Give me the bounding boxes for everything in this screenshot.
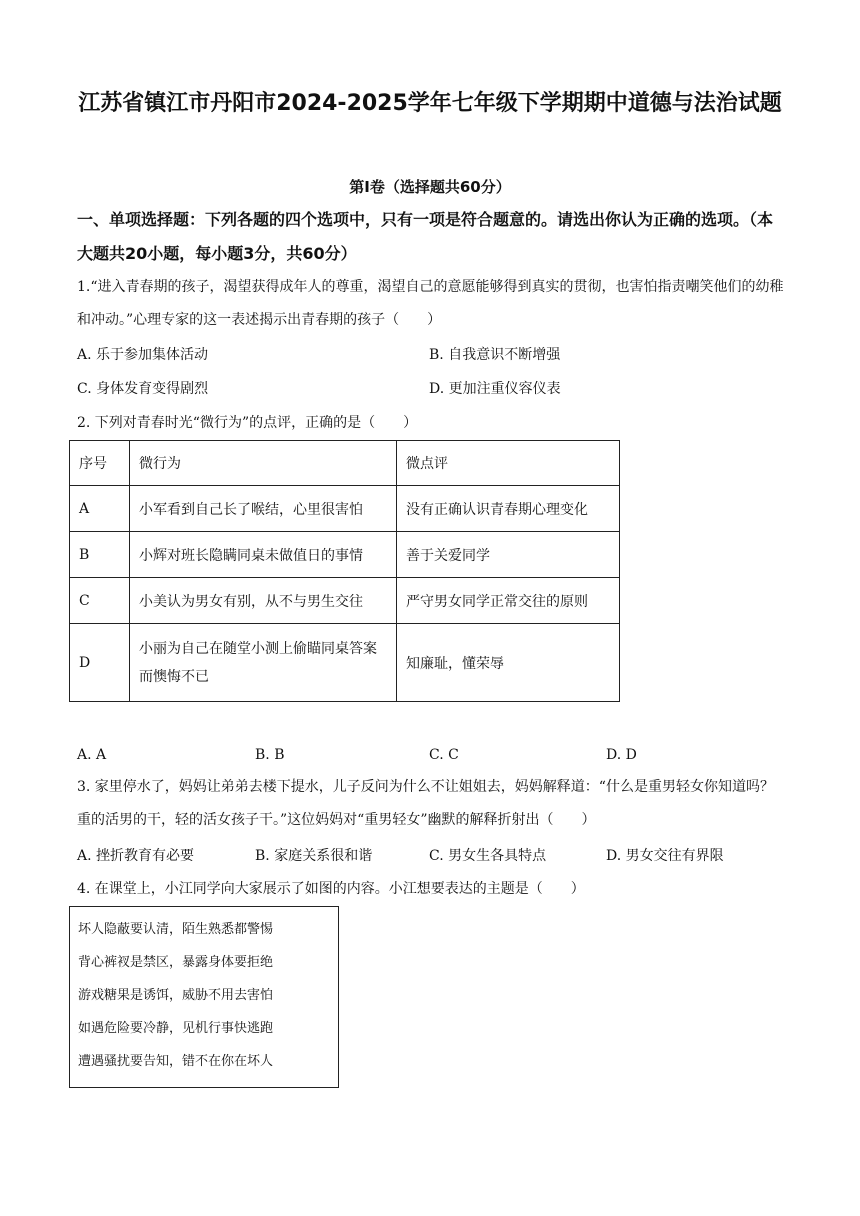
- poem-line: 游戏糖果是诱饵，威胁不用去害怕: [78, 988, 274, 1003]
- poem-box: [69, 906, 339, 1088]
- q3-option-a: A. 挫折教育有必要: [77, 848, 195, 864]
- q2-option-a: A. A: [77, 747, 107, 763]
- table-cell: A: [70, 486, 130, 532]
- q1-option-c: C. 身体发育变得剧烈: [77, 381, 209, 397]
- table-cell: D: [70, 624, 130, 702]
- table-header-cell: 序号: [70, 441, 130, 486]
- table-cell: 小辉对班长隐瞒同桌未做值日的事情: [130, 532, 397, 578]
- question-4-stem: 4. 在课堂上，小江同学向大家展示了如图的内容。小江想要表达的主题是（ ）: [77, 881, 585, 897]
- instructions: 一、单项选择题：下列各题的四个选项中，只有一项是符合题意的。请选出你认为正确的选项。（本大题共20小题，每小题3分，共60分）: [77, 210, 774, 263]
- page-title: 江苏省镇江市丹阳市2024-2025学年七年级下学期期中道德与法治试题: [78, 91, 782, 116]
- table-header-cell: 微点评: [397, 441, 620, 486]
- behavior-table: [69, 440, 620, 702]
- question-2-stem: 2. 下列对青春时光“微行为”的点评，正确的是（ ）: [77, 415, 418, 431]
- table-cell: 知廉耻，懂荣辱: [397, 624, 620, 702]
- table-cell: 小美认为男女有别，从不与男生交往: [130, 578, 397, 624]
- poem-line: 坏人隐蔽要认清，陌生熟悉都警惕: [78, 922, 274, 937]
- q3-option-b: B. 家庭关系很和谐: [255, 848, 373, 864]
- table-row: [70, 578, 620, 624]
- table-row: [70, 532, 620, 578]
- q3-option-d: D. 男女交往有界限: [606, 848, 724, 864]
- q2-option-d: D. D: [606, 747, 637, 763]
- q1-option-d: D. 更加注重仪容仪表: [429, 381, 561, 397]
- table-cell: 没有正确认识青春期心理变化: [397, 486, 620, 532]
- table-header-row: [70, 441, 620, 486]
- table-cell: 小丽为自己在随堂小测上偷瞄同桌答案而懊悔不已: [130, 624, 397, 702]
- poem-line: 背心裤衩是禁区，暴露身体要拒绝: [78, 955, 274, 970]
- table-cell: 善于关爱同学: [397, 532, 620, 578]
- question-3-stem: 3. 家里停水了，妈妈让弟弟去楼下提水，儿子反问为什么不让姐姐去，妈妈解释道：“什么是重男轻女你知道吗？重的活男的干，轻的活女孩子干。”这位妈妈对“重男轻女”幽默的解释折射出（ ）: [77, 779, 774, 828]
- table-cell: B: [70, 532, 130, 578]
- table-cell: C: [70, 578, 130, 624]
- table-cell: 严守男女同学正常交往的原则: [397, 578, 620, 624]
- poem-line: 如遇危险要冷静，见机行事快逃跑: [78, 1021, 274, 1036]
- table-row: [70, 624, 620, 702]
- poem-line: 遭遇骚扰要告知，错不在你在坏人: [78, 1054, 274, 1069]
- q1-option-a: A. 乐于参加集体活动: [77, 347, 209, 363]
- table-cell: 小军看到自己长了喉结，心里很害怕: [130, 486, 397, 532]
- q1-option-b: B. 自我意识不断增强: [429, 347, 561, 363]
- table-header-cell: 微行为: [130, 441, 397, 486]
- q2-option-b: B. B: [255, 747, 285, 763]
- table-row: [70, 486, 620, 532]
- section-heading: 第Ⅰ卷（选择题共60分）: [349, 178, 511, 196]
- question-1-stem: 1.“进入青春期的孩子，渴望获得成年人的尊重，渴望自己的意愿能够得到真实的贯彻，也害怕指责嘲笑他们的幼稚和冲动。”心理专家的这一表述揭示出青春期的孩子（ ）: [77, 279, 784, 328]
- q3-option-c: C. 男女生各具特点: [429, 848, 547, 864]
- q2-option-c: C. C: [429, 747, 459, 763]
